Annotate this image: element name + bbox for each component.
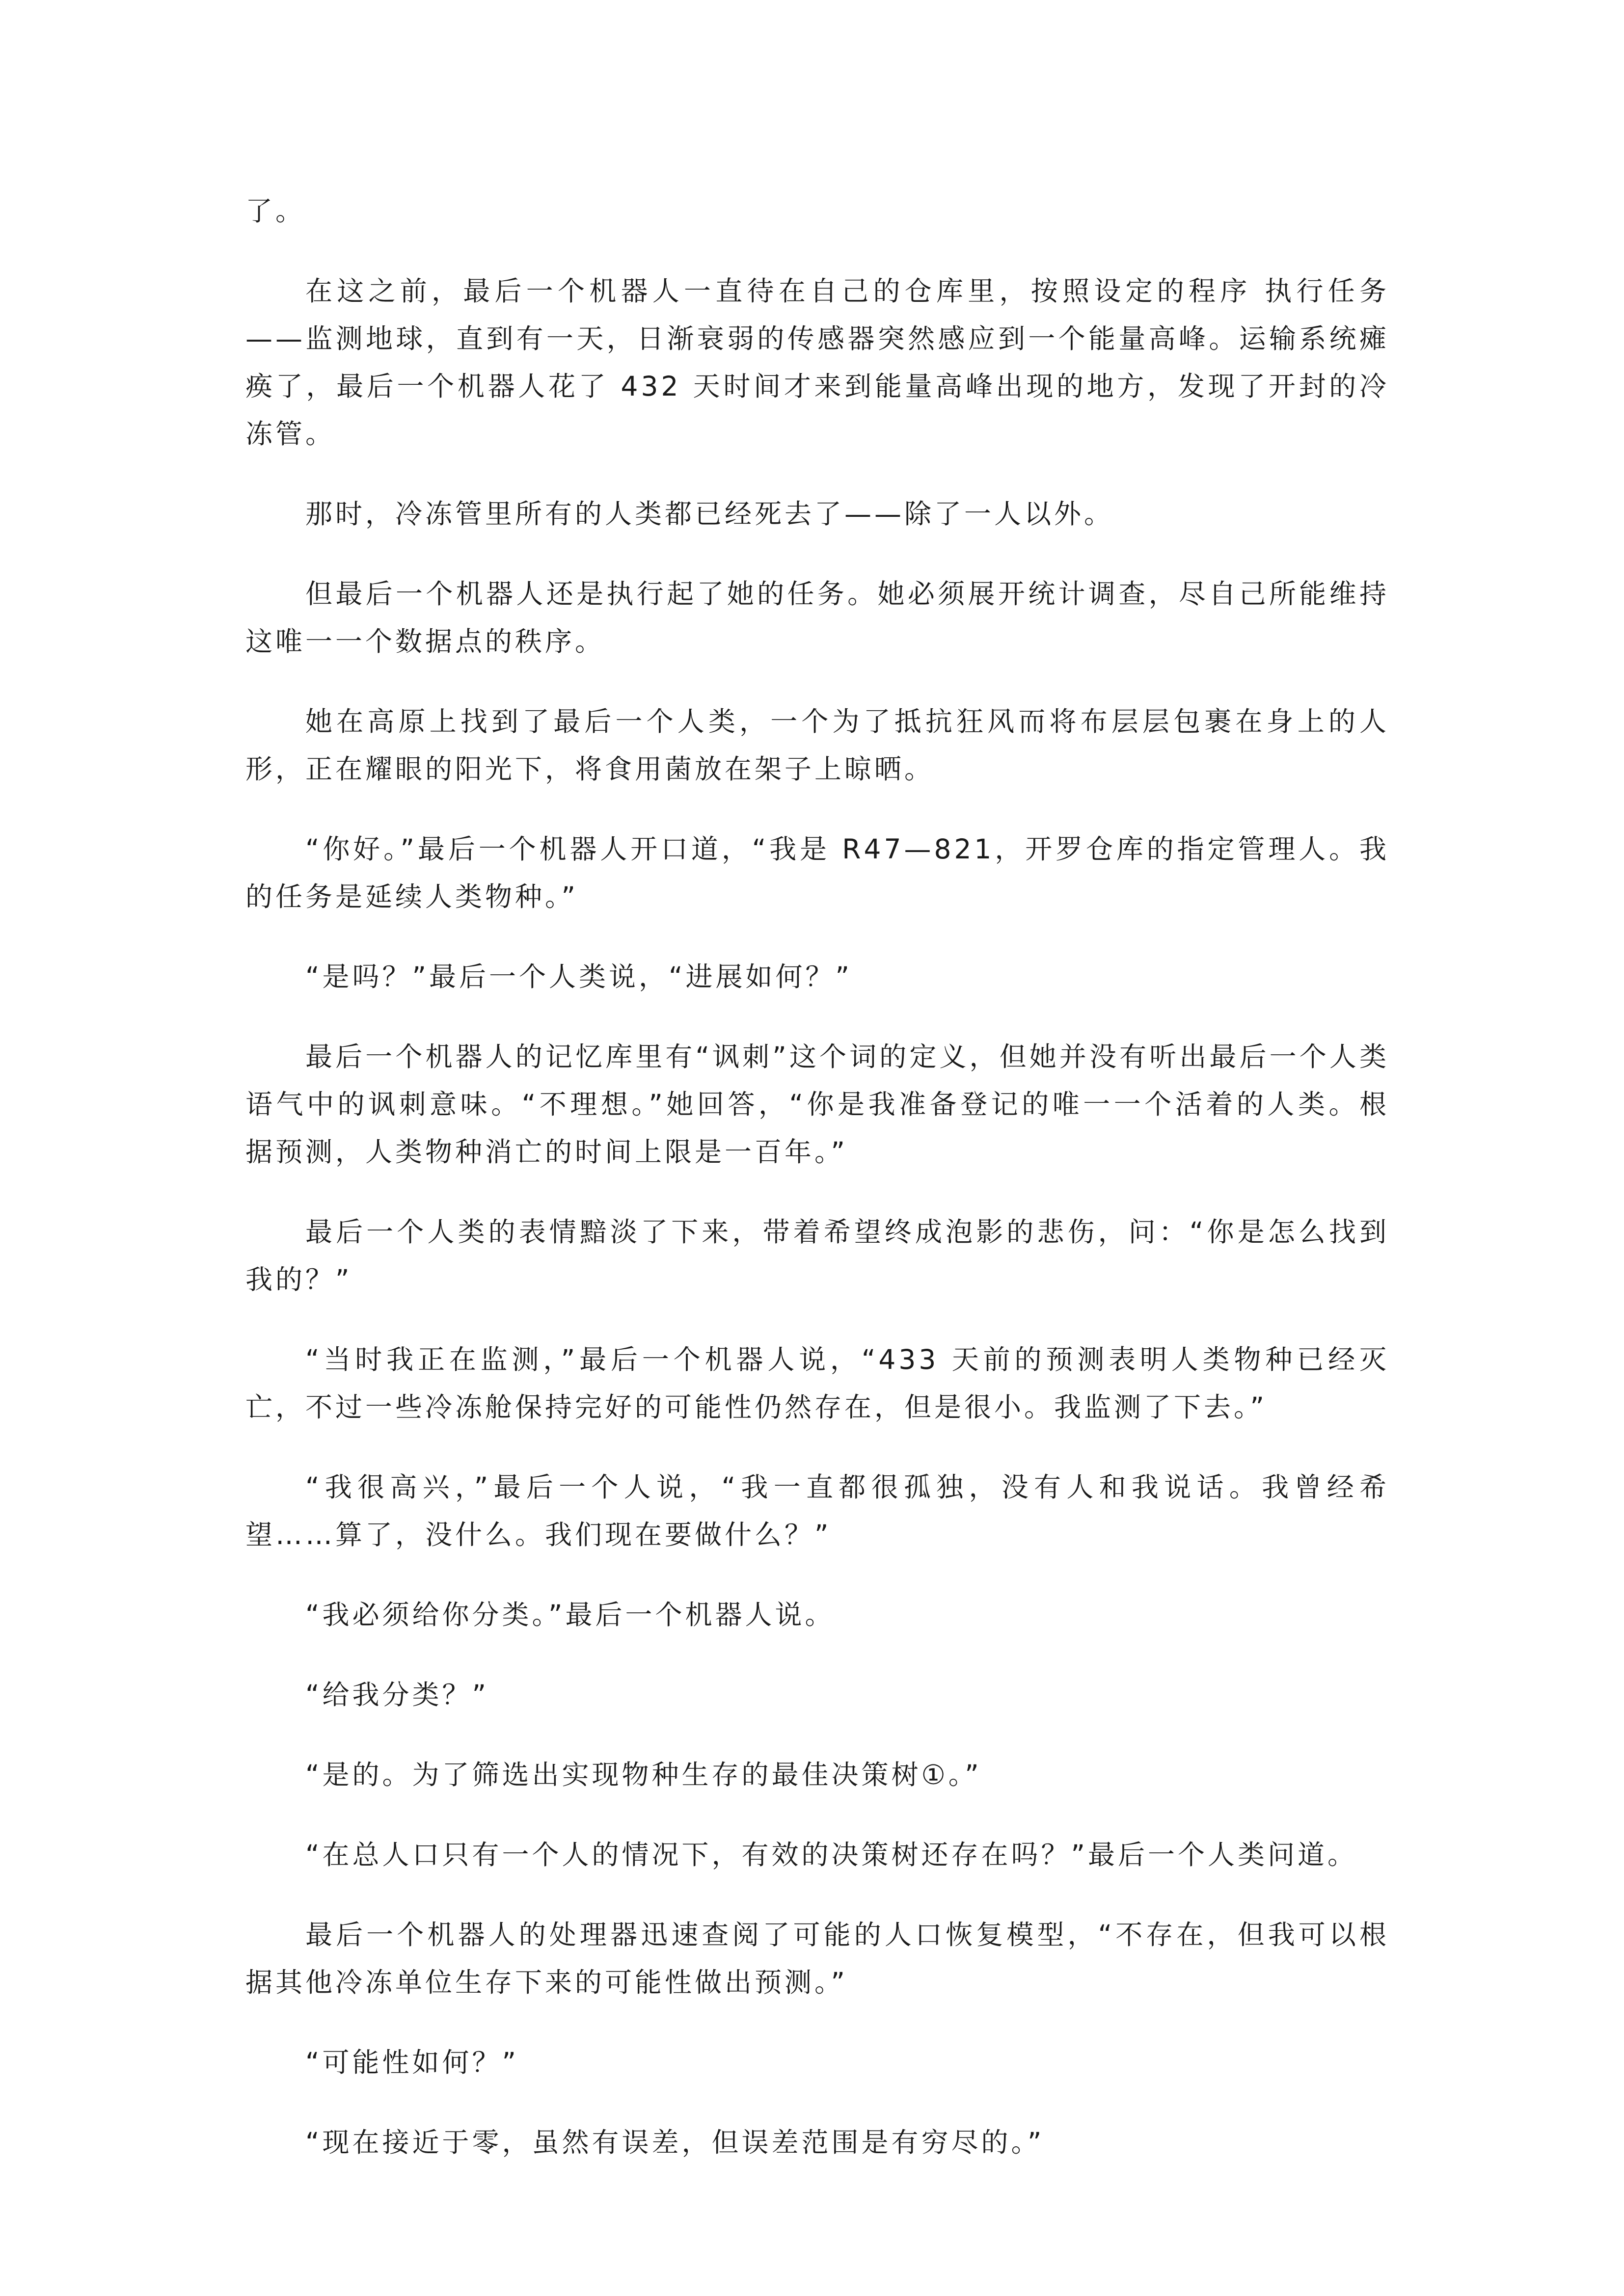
paragraph: 她在高原上找到了最后一个人类，一个为了抵抗狂风而将布层层包裹在身上的人形，正在耀眼的阳光下，将食用菌放在架子上晾晒。 (245, 706, 1389, 785)
paragraph: “现在接近于零，虽然有误差，但误差范围是有穷尽的。” (305, 2127, 1045, 2158)
paragraph: 最后一个机器人的处理器迅速查阅了可能的人口恢复模型，“不存在，但我可以根据其他冷冻单位生存下来的可能性做出预测。” (245, 1919, 1389, 1998)
paragraph: 那时，冷冻管里所有的人类都已经死去了——除了一人以外。 (305, 498, 1114, 530)
paragraph: “给我分类？” (305, 1679, 489, 1710)
paragraph: “是的。为了筛选出实现物种生存的最佳决策树①。” (305, 1759, 982, 1790)
paragraph: 最后一个人类的表情黯淡了下来，带着希望终成泡影的悲伤，问：“你是怎么找到我的？” (245, 1216, 1389, 1295)
paragraph: “可能性如何？” (305, 2047, 519, 2078)
paragraph: “在总人口只有一个人的情况下，有效的决策树还存在吗？”最后一个人类问道。 (305, 1839, 1357, 1870)
paragraph: “是吗？”最后一个人类说，“进展如何？” (305, 961, 852, 992)
paragraph: 了。 (245, 195, 306, 227)
paragraph: 在这之前，最后一个机器人一直待在自己的仓库里，按照设定的程序 执行任务——监测地球，直到有一天，日渐衰弱的传感器突然感应到一个能量高峰。运输系统瘫痪了，最后一个机器人花了 432 天时间才来到能量高峰出现的地方，发现了开封的冷冻管。 (245, 275, 1389, 450)
paragraph: 但最后一个机器人还是执行起了她的任务。她必须展开统计调查，尽自己所能维持这唯一一个数据点的秩序。 (245, 578, 1389, 657)
paragraph: “当时我正在监测，”最后一个机器人说，“433 天前的预测表明人类物种已经灭亡，不过一些冷冻舱保持完好的可能性仍然存在，但是很小。我监测了下去。” (245, 1344, 1389, 1423)
paragraph: “我必须给你分类。”最后一个机器人说。 (305, 1599, 835, 1630)
paragraph: “我很高兴，”最后一个人说，“我一直都很孤独，没有人和我说话。我曾经希望……算了，没什么。我们现在要做什么？” (245, 1471, 1389, 1550)
paragraph: 最后一个机器人的记忆库里有“讽刺”这个词的定义，但她并没有听出最后一个人类语气中的讽刺意味。“不理想。”她回答，“你是我准备登记的唯一一个活着的人类。根据预测，人类物种消亡的时间上限是一百年。” (245, 1041, 1389, 1168)
paragraph: “你好。”最后一个机器人开口道，“我是 R47—821，开罗仓库的指定管理人。我的任务是延续人类物种。” (245, 833, 1389, 912)
story-text (245, 187, 1389, 2199)
